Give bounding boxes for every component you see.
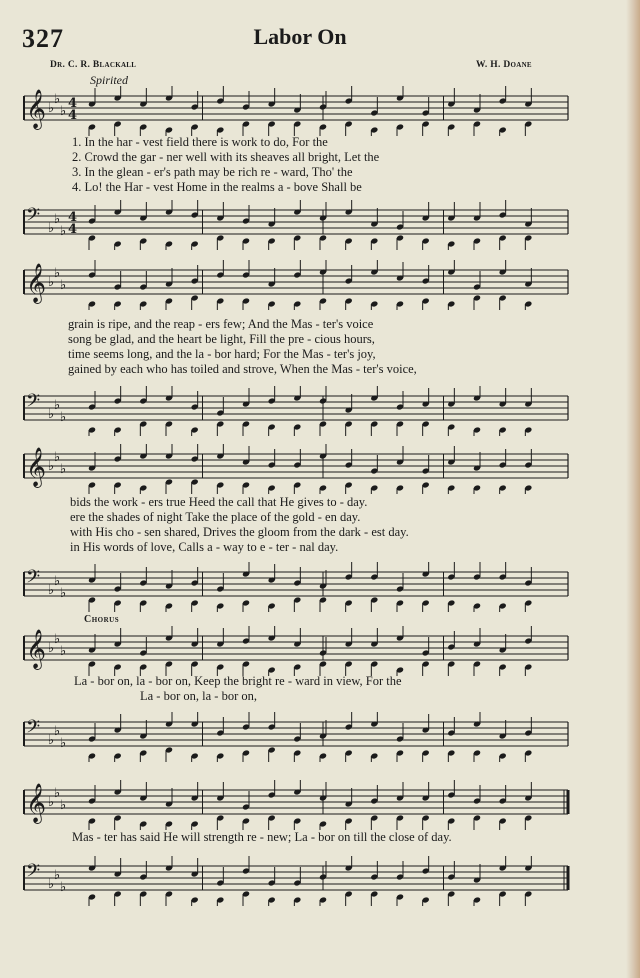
verse-3-line: with His cho - sen shared, Drives the gloom from the dark - est day. <box>70 525 409 539</box>
svg-text:♭: ♭ <box>60 224 67 239</box>
svg-text:♭: ♭ <box>60 644 67 659</box>
svg-text:𝄞: 𝄞 <box>26 783 47 823</box>
svg-text:4: 4 <box>68 210 78 225</box>
author-credit: Dr. C. R. Blackall <box>50 60 137 70</box>
treble-staff-5 <box>0 780 600 830</box>
chorus-line-2 <box>72 830 562 845</box>
tempo-marking: Spirited <box>90 73 128 87</box>
svg-text:♭: ♭ <box>60 410 67 425</box>
hymn-number: 327 <box>22 24 64 53</box>
svg-text:♭: ♭ <box>54 266 61 281</box>
treble-staff-4 <box>0 626 600 676</box>
svg-text:♭: ♭ <box>60 278 67 293</box>
verses-system-2 <box>68 317 558 377</box>
svg-text:♭: ♭ <box>54 398 61 413</box>
svg-text:♭: ♭ <box>48 221 55 236</box>
svg-text:♭: ♭ <box>54 92 61 107</box>
svg-text:𝄞: 𝄞 <box>26 89 47 129</box>
treble-staff-3 <box>0 444 600 494</box>
verse-4-line: 4. Lo! the Har - vest Home in the realms a - bove Shall be <box>72 180 362 194</box>
verse-3-line: time seems long, and the la - bor hard; For the Mas - ter's joy, <box>68 347 376 361</box>
bass-staff-3 <box>0 562 600 612</box>
chorus-label: Chorus <box>84 614 120 625</box>
svg-text:♭: ♭ <box>48 101 55 116</box>
bass-staff-1 <box>0 200 600 250</box>
svg-text:𝄢: 𝄢 <box>26 391 41 416</box>
chorus-bass-echo <box>140 689 440 704</box>
svg-text:♭: ♭ <box>48 583 55 598</box>
verse-3-line: 3. In the glean - er's path may be rich re - ward, Tho' the <box>72 165 353 179</box>
bass-staff-2 <box>0 386 600 436</box>
bass-staff-4 <box>0 712 600 762</box>
svg-text:𝄞: 𝄞 <box>26 263 47 303</box>
svg-text:♭: ♭ <box>60 104 67 119</box>
verse-4-line: gained by each who has toiled and strove, When the Mas - ter's voice, <box>68 362 417 376</box>
verse-1-line: grain is ripe, and the reap - ers few; And the Mas - ter's voice <box>68 317 374 331</box>
verse-2-line: 2. Crowd the gar - ner well with its sheaves all bright, Let the <box>72 150 380 164</box>
svg-text:♭: ♭ <box>48 275 55 290</box>
verse-2-line: ere the shades of night Take the place of the gold - en day. <box>70 510 361 524</box>
svg-text:♭: ♭ <box>54 632 61 647</box>
svg-text:♭: ♭ <box>48 733 55 748</box>
svg-text:♭: ♭ <box>48 877 55 892</box>
svg-text:♭: ♭ <box>54 868 61 883</box>
svg-text:4: 4 <box>68 222 78 237</box>
svg-text:𝄢: 𝄢 <box>26 567 41 592</box>
svg-text:♭: ♭ <box>60 586 67 601</box>
svg-text:♭: ♭ <box>60 462 67 477</box>
svg-text:𝄢: 𝄢 <box>26 717 41 742</box>
svg-text:4: 4 <box>68 108 78 123</box>
svg-text:𝄢: 𝄢 <box>26 861 41 886</box>
bass-staff-5 <box>0 856 600 906</box>
svg-text:♭: ♭ <box>60 736 67 751</box>
svg-text:♭: ♭ <box>54 574 61 589</box>
verse-4-line: in His words of love, Calls a - way to e - ter - nal day. <box>70 540 339 554</box>
composer-credit: W. H. Doane <box>476 60 532 70</box>
svg-text:4: 4 <box>68 96 78 111</box>
treble-staff-2 <box>0 260 600 310</box>
verses-system-1 <box>72 135 558 195</box>
chorus-lyric: La - bor on, la - bor on, Keep the bright re - ward in view, For the <box>74 674 402 688</box>
svg-text:♭: ♭ <box>48 407 55 422</box>
verse-1-line: 1. In the har - vest field there is work to do, For the <box>72 135 328 149</box>
svg-text:♭: ♭ <box>54 450 61 465</box>
svg-text:𝄞: 𝄞 <box>26 447 47 487</box>
chorus-echo-lyric: La - bor on, la - bor on, <box>140 689 257 703</box>
svg-text:♭: ♭ <box>54 212 61 227</box>
chorus-line-1 <box>74 674 564 689</box>
verse-2-line: song be glad, and the heart be light, Fill the pre - cious hours, <box>68 332 375 346</box>
svg-text:♭: ♭ <box>60 880 67 895</box>
svg-text:♭: ♭ <box>60 798 67 813</box>
treble-staff-1 <box>0 86 600 136</box>
svg-text:𝄢: 𝄢 <box>26 205 41 230</box>
svg-text:𝄞: 𝄞 <box>26 629 47 669</box>
hymn-title: Labor On <box>253 24 347 49</box>
svg-text:♭: ♭ <box>48 641 55 656</box>
svg-text:♭: ♭ <box>54 724 61 739</box>
page-edge <box>626 0 640 978</box>
svg-text:♭: ♭ <box>48 795 55 810</box>
chorus-lyric: Mas - ter has said He will strength re - new; La - bor on till the close of day. <box>72 830 452 844</box>
svg-text:♭: ♭ <box>48 459 55 474</box>
svg-text:♭: ♭ <box>54 786 61 801</box>
verse-1-line: bids the work - ers true Heed the call that He gives to - day. <box>70 495 368 509</box>
verses-system-3 <box>70 495 560 555</box>
